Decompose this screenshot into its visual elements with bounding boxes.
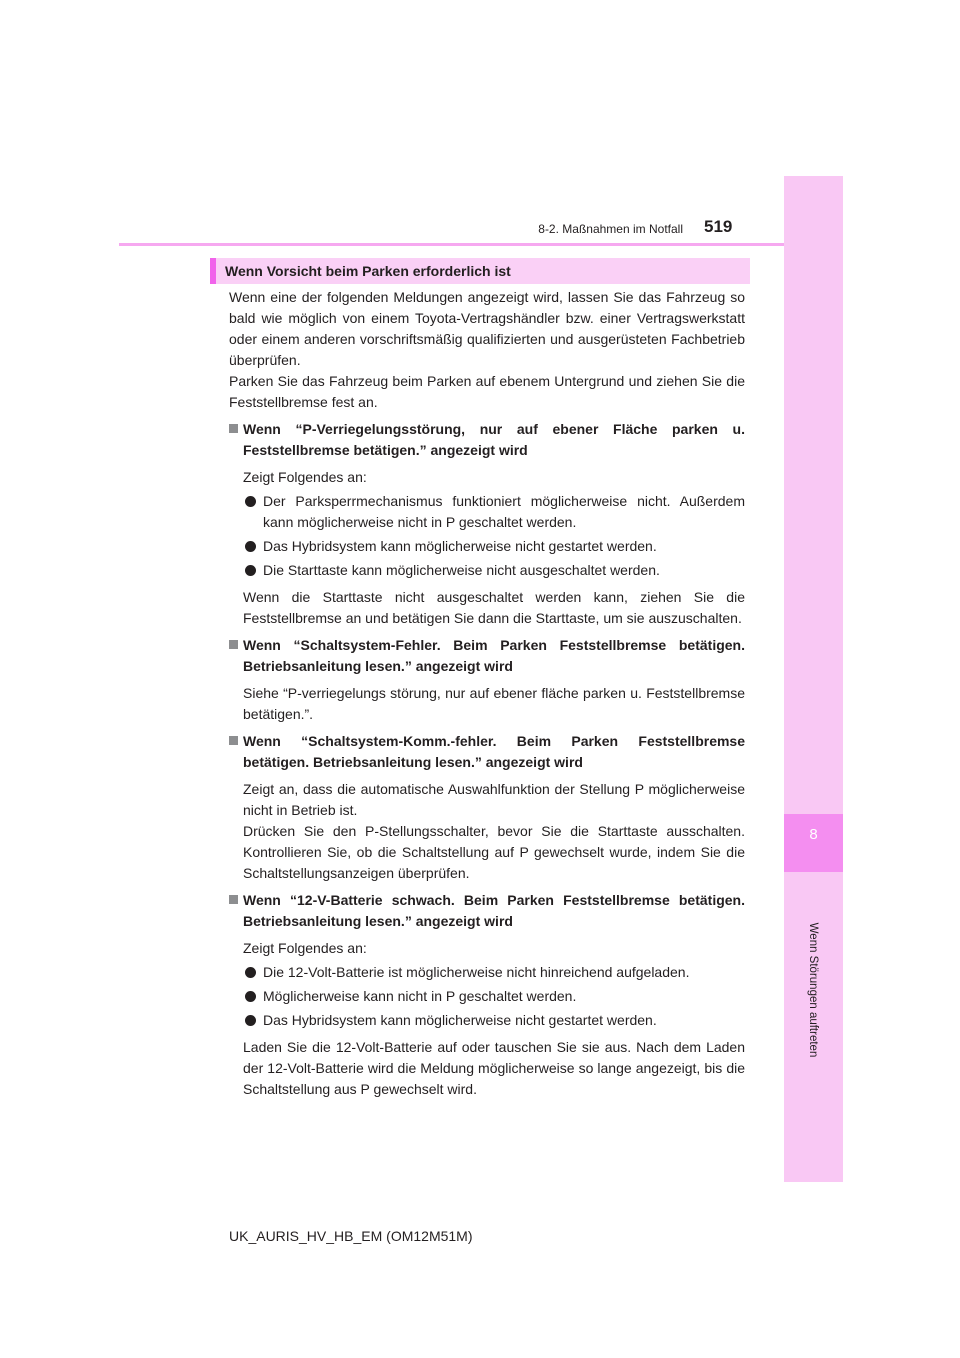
body-text: Zeigt an, dass die automatische Auswahlfunktion der Stellung P möglicherweise nicht in Betrieb ist. [243,781,745,818]
bullet-dot-icon [245,1015,256,1026]
section-bar-accent [210,258,216,284]
list-item [229,491,745,533]
body-text: Laden Sie die 12-Volt-Batterie auf oder tauschen Sie sie aus. Nach dem Laden der 12-Volt-Batterie wird die Meldung möglicherweise so lange angezeigt, bis die Schaltstellung aus P gewechselt wird. [243,1039,745,1097]
lead-text: Zeigt Folgendes an: [243,940,367,956]
page-number: 519 [704,217,733,236]
list-item-text: Der Parksperrmechanismus funktioniert möglicherweise nicht. Außerdem kann möglicherweise nicht in P geschaltet werden. [263,493,745,530]
header-section-title: 8-2. Maßnahmen im Notfall [538,222,683,236]
body-text: Drücken Sie den P-Stellungsschalter, bevor Sie die Starttaste ausschalten. Kontrollieren Sie, ob die Schaltstellung auf P gewechselt wurde, indem Sie die Schaltstellungsanzeigen überprüfen. [243,823,745,881]
square-bullet-icon [229,895,238,904]
message-heading [229,635,745,677]
chapter-tab-active [784,814,843,872]
list-item-text: Das Hybridsystem kann möglicherweise nicht gestartet werden. [263,538,657,554]
message-heading-text: Wenn “P-Verriegelungsstörung, nur auf ebener Fläche parken u. Feststellbremse betätigen.” angezeigt wird [243,421,745,458]
list-item [229,560,745,581]
chapter-label: Wenn Störungen auftreten [807,922,819,1058]
list-item-text: Die Starttaste kann möglicherweise nicht ausgeschaltet werden. [263,562,660,578]
bullet-dot-icon [245,541,256,552]
message-heading [229,890,745,932]
section-title-bar [210,258,750,284]
section-title: Wenn Vorsicht beim Parken erforderlich ist [225,263,511,279]
bullet-dot-icon [245,967,256,978]
list-item [229,986,745,1007]
list-item-text: Die 12-Volt-Batterie ist möglicherweise nicht hinreichend aufgeladen. [263,964,690,980]
square-bullet-icon [229,424,238,433]
list-item [229,536,745,557]
body-text: Siehe “P-verriegelungs störung, nur auf ebener fläche parken u. Feststellbremse betätigen.”. [243,685,745,722]
header-rule [119,243,784,246]
list-item [229,1010,745,1031]
square-bullet-icon [229,736,238,745]
message-heading-text: Wenn “Schaltsystem-Komm.-fehler. Beim Parken Feststellbremse betätigen. Betriebsanleitung lesen.” angezeigt wird [243,733,745,770]
list-item [229,962,745,983]
message-heading-text: Wenn “Schaltsystem-Fehler. Beim Parken Feststellbremse betätigen. Betriebsanleitung lesen.” angezeigt wird [243,637,745,674]
intro-paragraph: Parken Sie das Fahrzeug beim Parken auf ebenem Untergrund und ziehen Sie die Feststellbremse fest an. [229,373,745,410]
bullet-dot-icon [245,565,256,576]
message-heading-text: Wenn “12-V-Batterie schwach. Beim Parken Feststellbremse betätigen. Betriebsanleitung lesen.” angezeigt wird [243,892,745,929]
section-body [229,287,745,1100]
body-text: Wenn die Starttaste nicht ausgeschaltet werden kann, ziehen Sie die Feststellbremse an und betätigen Sie dann die Starttaste, um sie auszuschalten. [243,589,745,626]
lead-text: Zeigt Folgendes an: [243,469,367,485]
bullet-dot-icon [245,496,256,507]
list-item-text: Das Hybridsystem kann möglicherweise nicht gestartet werden. [263,1012,657,1028]
chapter-number: 8 [809,826,818,843]
list-item-text: Möglicherweise kann nicht in P geschaltet werden. [263,988,577,1004]
message-heading [229,731,745,773]
square-bullet-icon [229,640,238,649]
footer-document-code: UK_AURIS_HV_HB_EM (OM12M51M) [229,1228,473,1244]
bullet-dot-icon [245,991,256,1002]
intro-paragraph: Wenn eine der folgenden Meldungen angezeigt wird, lassen Sie das Fahrzeug so bald wie möglich von einem Toyota-Vertragshändler bzw. einer Vertragswerkstatt oder einem anderen vorschriftsmäßig qualifizierten und ausgerüsteten Fachbetrieb überprüfen. [229,289,745,368]
message-heading [229,419,745,461]
